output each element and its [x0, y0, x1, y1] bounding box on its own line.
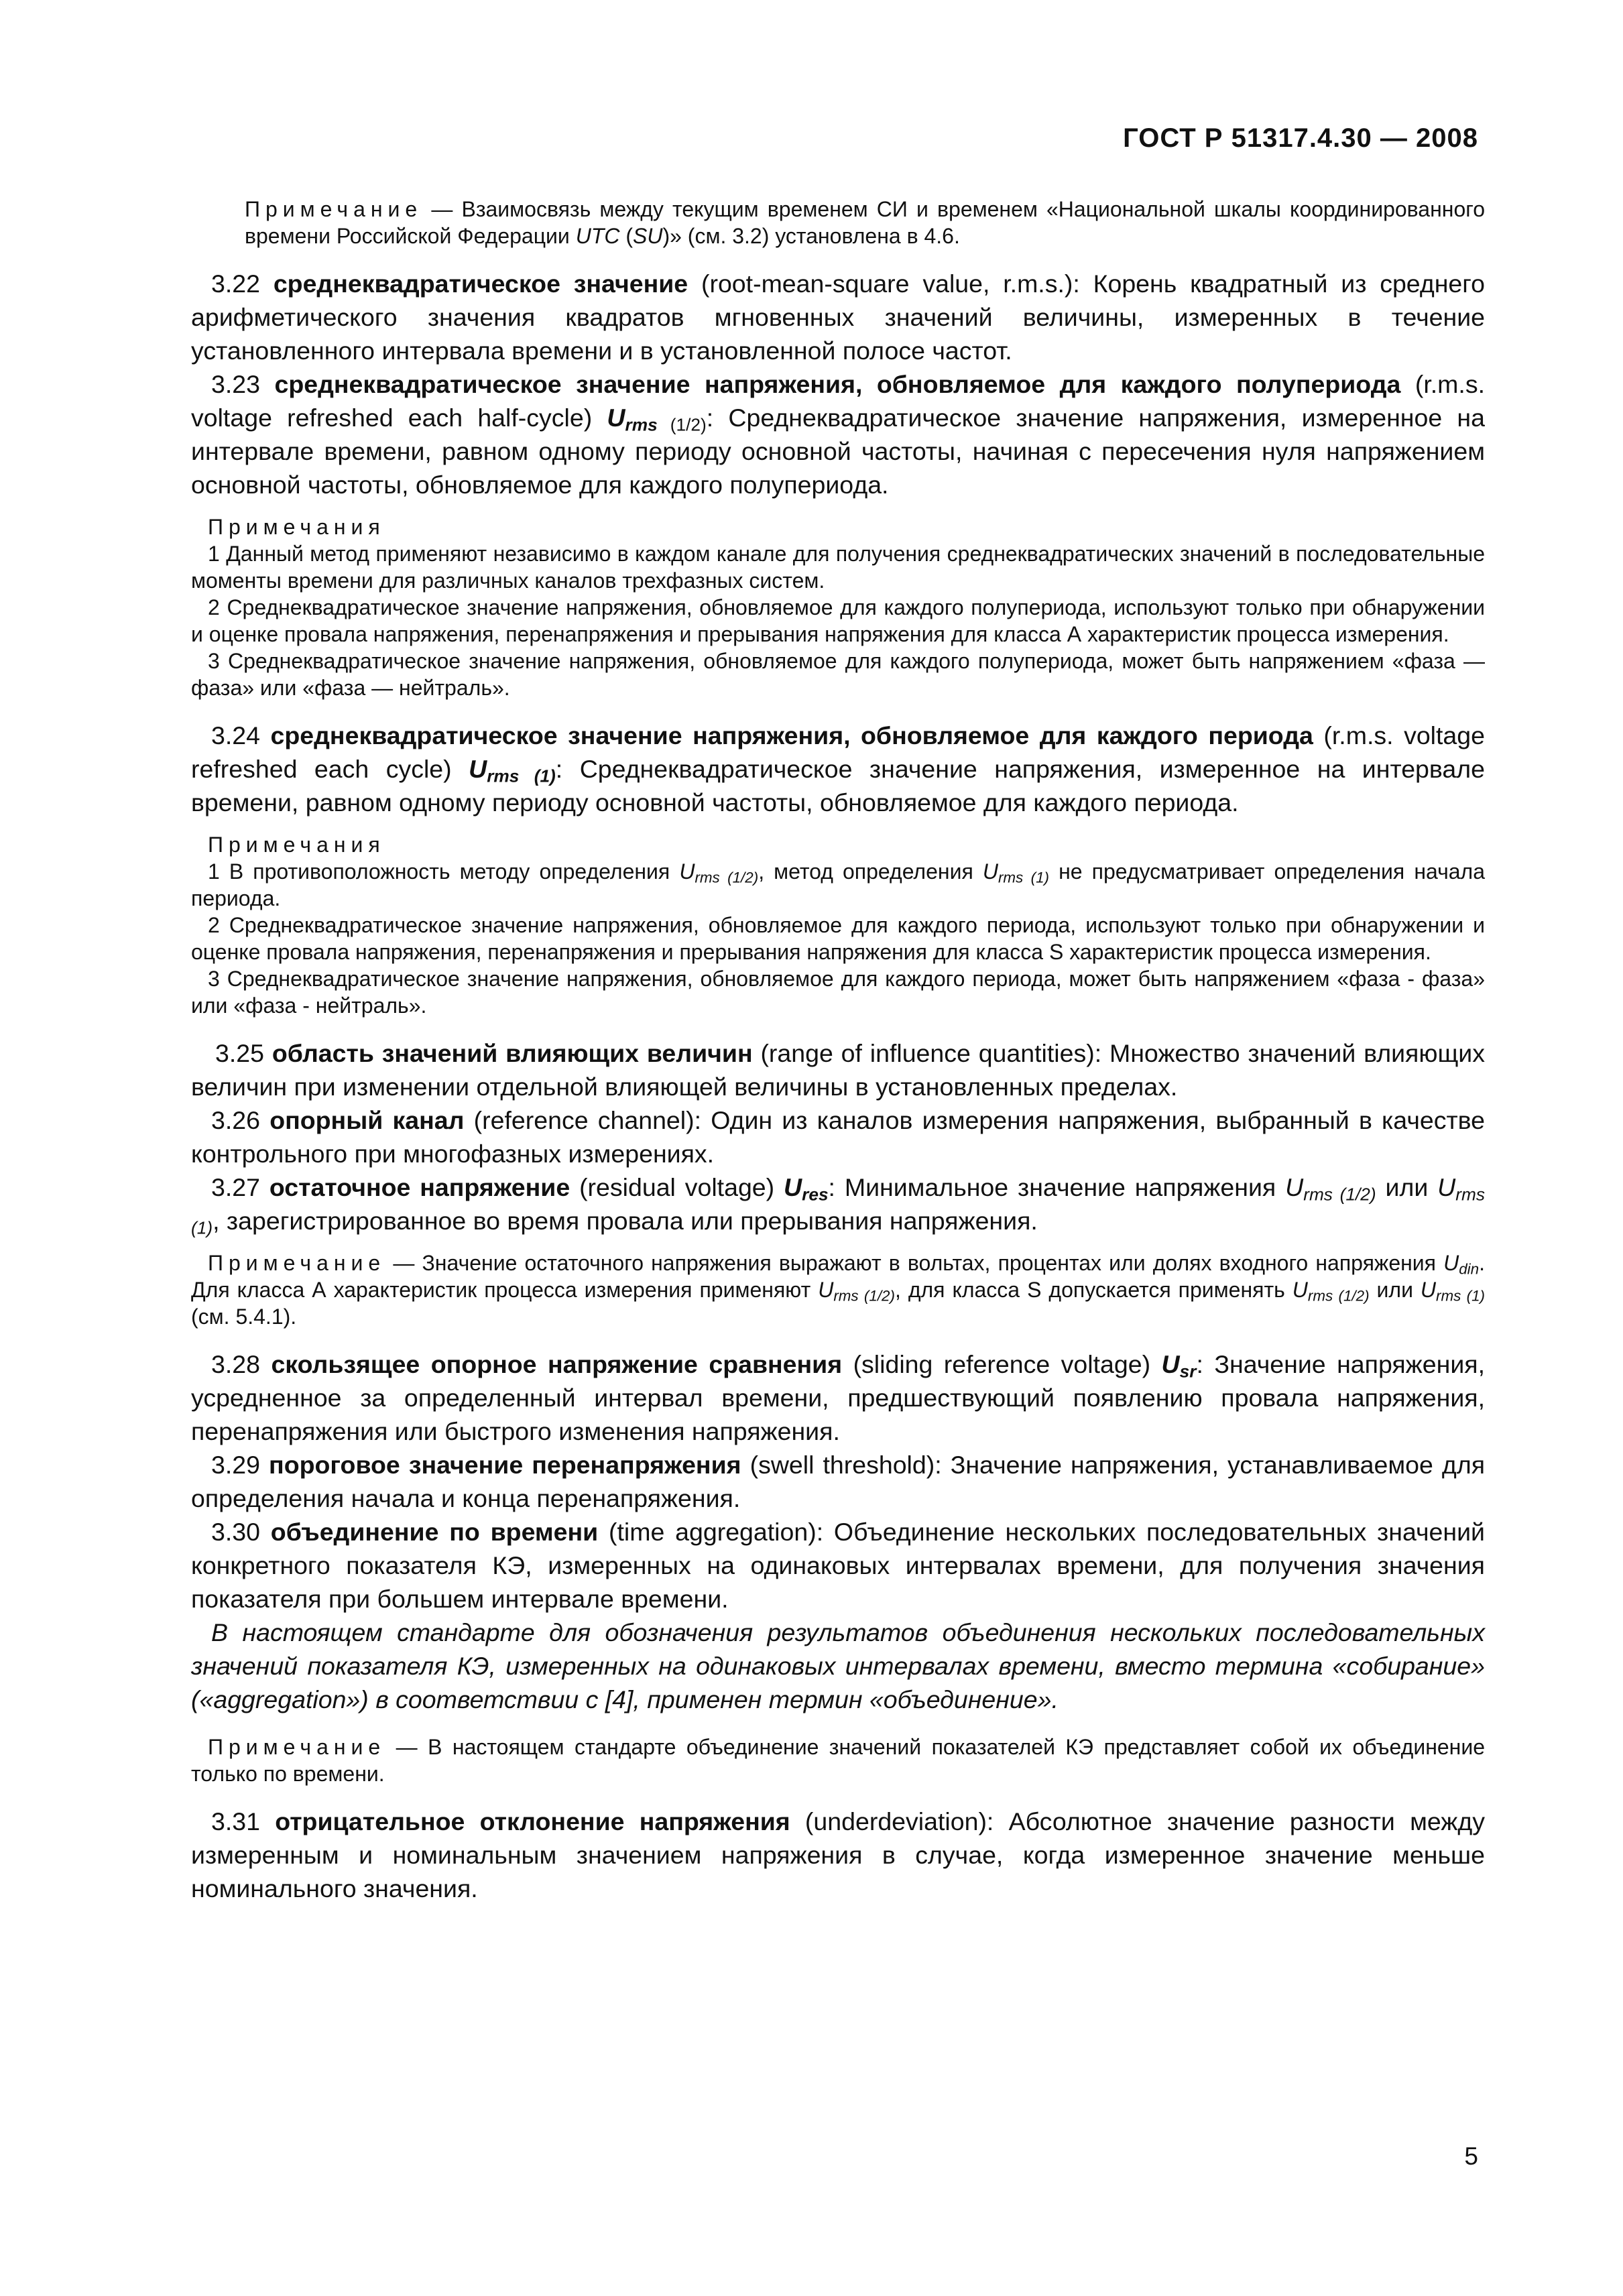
term-3-31: 3.31 отрицательное отклонение напряжения (underdeviation): Абсолютное значение разности между измеренным и номинальным значением напряжения в случае, когда измеренное значение меньше номинального значения.	[191, 1807, 1485, 1902]
term-title: отрицательное отклонение напряжения	[275, 1807, 790, 1835]
term-3-28: 3.28 скользящее опорное напряжение сравнения (sliding reference voltage) $U_{sr}$: Значение напряжения, усредненное за определенный интервал времени, предшествующий появлению провала напряжения, перенапряжения или быстрого изменения напряжения.	[191, 1350, 1486, 1445]
note-time-aggregation: Примечание — В настоящем стандарте объединение значений показателей КЭ представляет собой их объединение только по времени.	[191, 1735, 1486, 1786]
term-title: среднеквадратическое значение напряжения, обновляемое для каждого полупериода	[274, 370, 1401, 398]
term-3-24: 3.24 среднеквадратическое значение напряжения, обновляемое для каждого периода (r.m.s. voltage refreshed each cycle) $U_{rms (1)}$: Среднеквадратическое значение напряжения, измеренное на интервале времени, равном одному периоду основной частоты, обновляемое для каждого периода.	[191, 721, 1486, 817]
note-time-relationship: Примечание — Взаимосвязь между текущим временем СИ и временем «Национальной шкалы координированного времени Российской Федерации UTC (SU)» (см. 3.2) установлена в 4.6.	[245, 197, 1486, 248]
notes-label: Примечания	[208, 515, 385, 539]
term-title: среднеквадратическое значение напряжения, обновляемое для каждого периода	[270, 721, 1313, 749]
term-3-29: 3.29 пороговое значение перенапряжения (swell threshold): Значение напряжения, устанавливаемое для определения начала и конца перенапряжения.	[191, 1451, 1486, 1512]
term-3-25: 3.25 область значений влияющих величин (range of influence quantities): Множество значений влияющих величин при изменении отдельной влияющей величины в установленных пределах.	[191, 1039, 1486, 1101]
note-label: Примечание	[208, 1251, 386, 1275]
term-title: скользящее опорное напряжение сравнения	[271, 1350, 843, 1378]
note-item: 2 Среднеквадратическое значение напряжения, обновляемое для каждого полупериода, используют только при обнаружении и оценке провала напряжения, перенапряжения и прерывания напряжения для класса А характеристик процесса измерения.	[191, 595, 1485, 646]
term-title: область значений влияющих величин	[272, 1039, 753, 1067]
note-label: Примечание	[245, 197, 423, 221]
note-item: 1 Данный метод применяют независимо в каждом канале для получения среднеквадратических значений в последовательные моменты времени для различных каналов трехфазных систем.	[191, 542, 1485, 593]
term-3-30-italic-note: В настоящем стандарте для обозначения результатов объединения нескольких последовательных значений показателя КЭ, измеренных на одинаковых интервалах времени, вместо термина «собирание» («aggregation») в соответствии с [4], применен термин «объединение».	[191, 1618, 1485, 1713]
term-3-26: 3.26 опорный канал (reference channel): Один из каналов измерения напряжения, выбранный в качестве контрольного при многофазных измерениях.	[191, 1106, 1485, 1168]
note-item: 1 В противоположность методу определения $U_{rms (1/2)}$, метод определения $U_{rms (1)}$ не предусматривает определения начала периода.	[191, 859, 1486, 910]
term-title: остаточное напряжение	[269, 1173, 570, 1201]
term-3-22: 3.22 среднеквадратическое значение (root-mean-square value, r.m.s.): Корень квадратный из среднего арифметического значения квадратов мгновенных значений величины, измеренных в течение установленного интервала времени и в установленной полосе частот.	[191, 269, 1485, 365]
term-3-23: 3.23 среднеквадратическое значение напряжения, обновляемое для каждого полупериода (r.m.s. voltage refreshed each half-cycle) $U_{rms (1/2)}$: Среднеквадратическое значение напряжения, измеренное на интервале времени, равном одному периоду основной частоты, начиная с пересечения нуля напряжением основной частоты, обновляемое для каждого полупериода.	[191, 370, 1486, 499]
term-title: объединение по времени	[270, 1518, 599, 1546]
notes-label: Примечания	[208, 833, 385, 857]
term-title: среднеквадратическое значение	[273, 269, 688, 298]
notes-3-23	[191, 513, 1485, 701]
document-body	[191, 196, 1485, 1905]
page-number: 5	[1464, 2142, 1478, 2170]
note-label: Примечание	[208, 1735, 386, 1759]
term-3-30: 3.30 объединение по времени (time aggregation): Объединение нескольких последовательных значений конкретного показателя КЭ, измеренных на одинаковых интервалах времени, для получения значения показателя при большем интервале времени.	[191, 1518, 1485, 1613]
term-title: пороговое значение перенапряжения	[269, 1451, 741, 1479]
note-item: 3 Среднеквадратическое значение напряжения, обновляемое для каждого периода, может быть напряжением «фаза - фаза» или «фаза - нейтраль».	[191, 967, 1485, 1018]
document-header: ГОСТ Р 51317.4.30 — 2008	[1123, 123, 1478, 153]
term-title: опорный канал	[269, 1106, 465, 1134]
note-item: 3 Среднеквадратическое значение напряжения, обновляемое для каждого полупериода, может быть напряжением «фаза — фаза» или «фаза — нейтраль».	[191, 649, 1485, 700]
term-3-27: 3.27 остаточное напряжение (residual voltage) $U_{res}$: Минимальное значение напряжения $U_{rms (1/2)}$ или $U_{rms (1)}$, зарегистрированное во время провала или прерывания напряжения.	[191, 1173, 1485, 1238]
notes-3-24	[191, 831, 1485, 1019]
note-residual-voltage: Примечание — Значение остаточного напряжения выражают в вольтах, процентах или долях входного напряжения $U_{din}$. Для класса А характеристик процесса измерения применяют $U_{rms (1/2)}$, для класса S допускается применять $U_{rms (1/2)}$ или $U_{rms (1)}$ (см. 5.4.1).	[191, 1251, 1486, 1329]
note-item: 2 Среднеквадратическое значение напряжения, обновляемое для каждого периода, используют только при обнаружении и оценке провала напряжения, перенапряжения и прерывания напряжения для класса S характеристик процесса измерения.	[191, 913, 1485, 964]
